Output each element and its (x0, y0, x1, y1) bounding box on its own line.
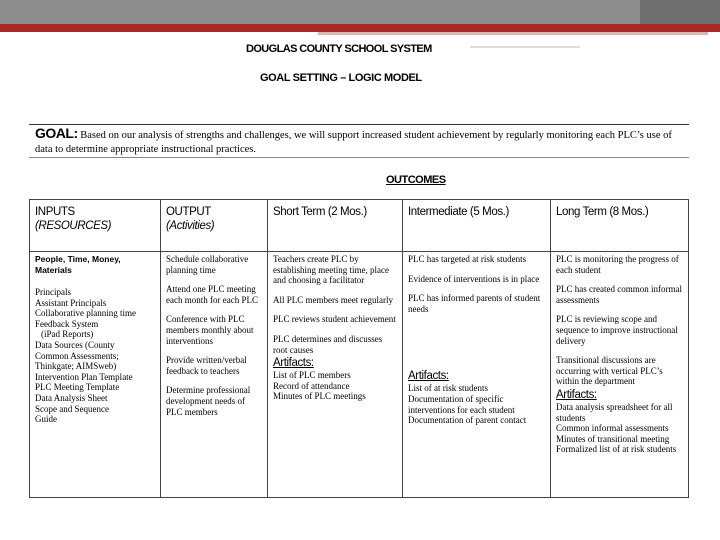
list-item: Guide (35, 414, 57, 425)
list-item: (iPad Reports) (41, 329, 94, 340)
artifacts-label: Artifacts: (408, 370, 449, 383)
list-item: PLC Meeting Template (35, 382, 120, 393)
list-item: Determine professional development needs of PLC members (166, 385, 251, 417)
list-item: Common informal assessments (556, 423, 669, 434)
list-item: Record of attendance (273, 380, 350, 391)
long-term-cell (551, 252, 689, 498)
list-item: Common Assessments; (35, 350, 119, 361)
decorative-line (470, 46, 580, 48)
header-long-term: Long Term (8 Mos.) (551, 200, 689, 252)
list-item: Provide written/verbal feedback to teachers (166, 355, 247, 376)
short-term-cell (268, 252, 403, 498)
top-banner-accent (640, 0, 720, 24)
list-item: Data analysis spreadsheet for all students (556, 401, 673, 423)
header-output (161, 200, 268, 252)
output-cell (161, 252, 268, 498)
list-item: Conference with PLC members monthly about interventions (166, 314, 254, 346)
artifacts-label: Artifacts: (273, 357, 314, 370)
list-item: Documentation of parent contact (408, 415, 527, 426)
list-item: Thinkgate; AIMSweb) (35, 361, 117, 372)
list-item: Evidence of interventions is in place (408, 273, 540, 284)
header-output-sub: (Activities) (166, 220, 215, 232)
list-item: List of at risk students (408, 383, 488, 394)
inputs-cell (30, 252, 161, 498)
header-short-term: Short Term (2 Mos.) (268, 200, 403, 252)
page-title: DOUGLAS COUNTY SCHOOL SYSTEM (246, 43, 432, 55)
list-item: Data Sources (County (35, 339, 115, 350)
list-item: Minutes of transitional meeting (556, 433, 670, 444)
list-item: All PLC members meet regularly (273, 294, 393, 305)
list-item: Teachers create PLC by establishing meeting time, place and choosing a facilitator (273, 254, 389, 286)
goal-label: GOAL: (35, 125, 78, 141)
header-inputs-title: INPUTS (35, 206, 75, 218)
top-banner-red (0, 24, 720, 32)
header-output-title: OUTPUT (166, 206, 211, 218)
list-item: Intervention Plan Template (35, 371, 133, 382)
inputs-heading: People, Time, Money, Materials (35, 254, 121, 275)
list-item: Minutes of PLC meetings (273, 391, 366, 402)
list-item: PLC has informed parents of student needs (408, 293, 541, 314)
list-item: Principals (35, 287, 71, 297)
goal-text: Based on our analysis of strengths and challenges, we will support increased student achievement by regularly monitoring each PLC’s use of data to determine appropriate instructional practices. (35, 130, 672, 155)
list-item: Feedback System (35, 318, 99, 329)
header-intermediate: Intermediate (5 Mos.) (403, 200, 551, 252)
list-item: Data Analysis Sheet (35, 392, 108, 403)
goal-box (29, 124, 689, 158)
list-item: PLC is monitoring the progress of each student (556, 254, 679, 275)
list-item: Collaborative planning time (35, 308, 136, 319)
list-item: Transitional discussions are occurring with vertical PLC’s within the department (556, 355, 663, 387)
list-item: PLC reviews student achievement (273, 314, 396, 325)
list-item: PLC has targeted at risk students (408, 254, 527, 264)
table-header-row (30, 200, 689, 252)
list-item: Scope and Sequence (35, 403, 109, 414)
list-item: List of PLC members (273, 370, 351, 381)
header-inputs-sub: (RESOURCES) (35, 220, 112, 232)
artifacts-label: Artifacts: (556, 388, 597, 401)
list-item: PLC determines and discusses root causes (273, 333, 383, 355)
header-inputs (30, 200, 161, 252)
list-item: Formalized list of at risk students (556, 444, 677, 455)
list-item: Schedule collaborative planning time (166, 254, 249, 275)
list-item: Documentation of specific interventions for each student (408, 393, 515, 415)
outcomes-heading: OUTCOMES (386, 174, 446, 186)
logic-model-table (29, 199, 689, 498)
decorative-line (318, 32, 708, 35)
table-body-row (30, 252, 689, 498)
list-item: PLC is reviewing scope and sequence to improve instructional delivery (556, 314, 678, 346)
page-subtitle: GOAL SETTING – LOGIC MODEL (260, 72, 422, 84)
list-item: PLC has created common informal assessments (556, 284, 682, 305)
intermediate-cell (403, 252, 551, 498)
list-item: Attend one PLC meeting each month for each PLC (166, 284, 258, 305)
list-item: Assistant Principals (35, 297, 107, 308)
top-banner-gray (0, 0, 720, 24)
